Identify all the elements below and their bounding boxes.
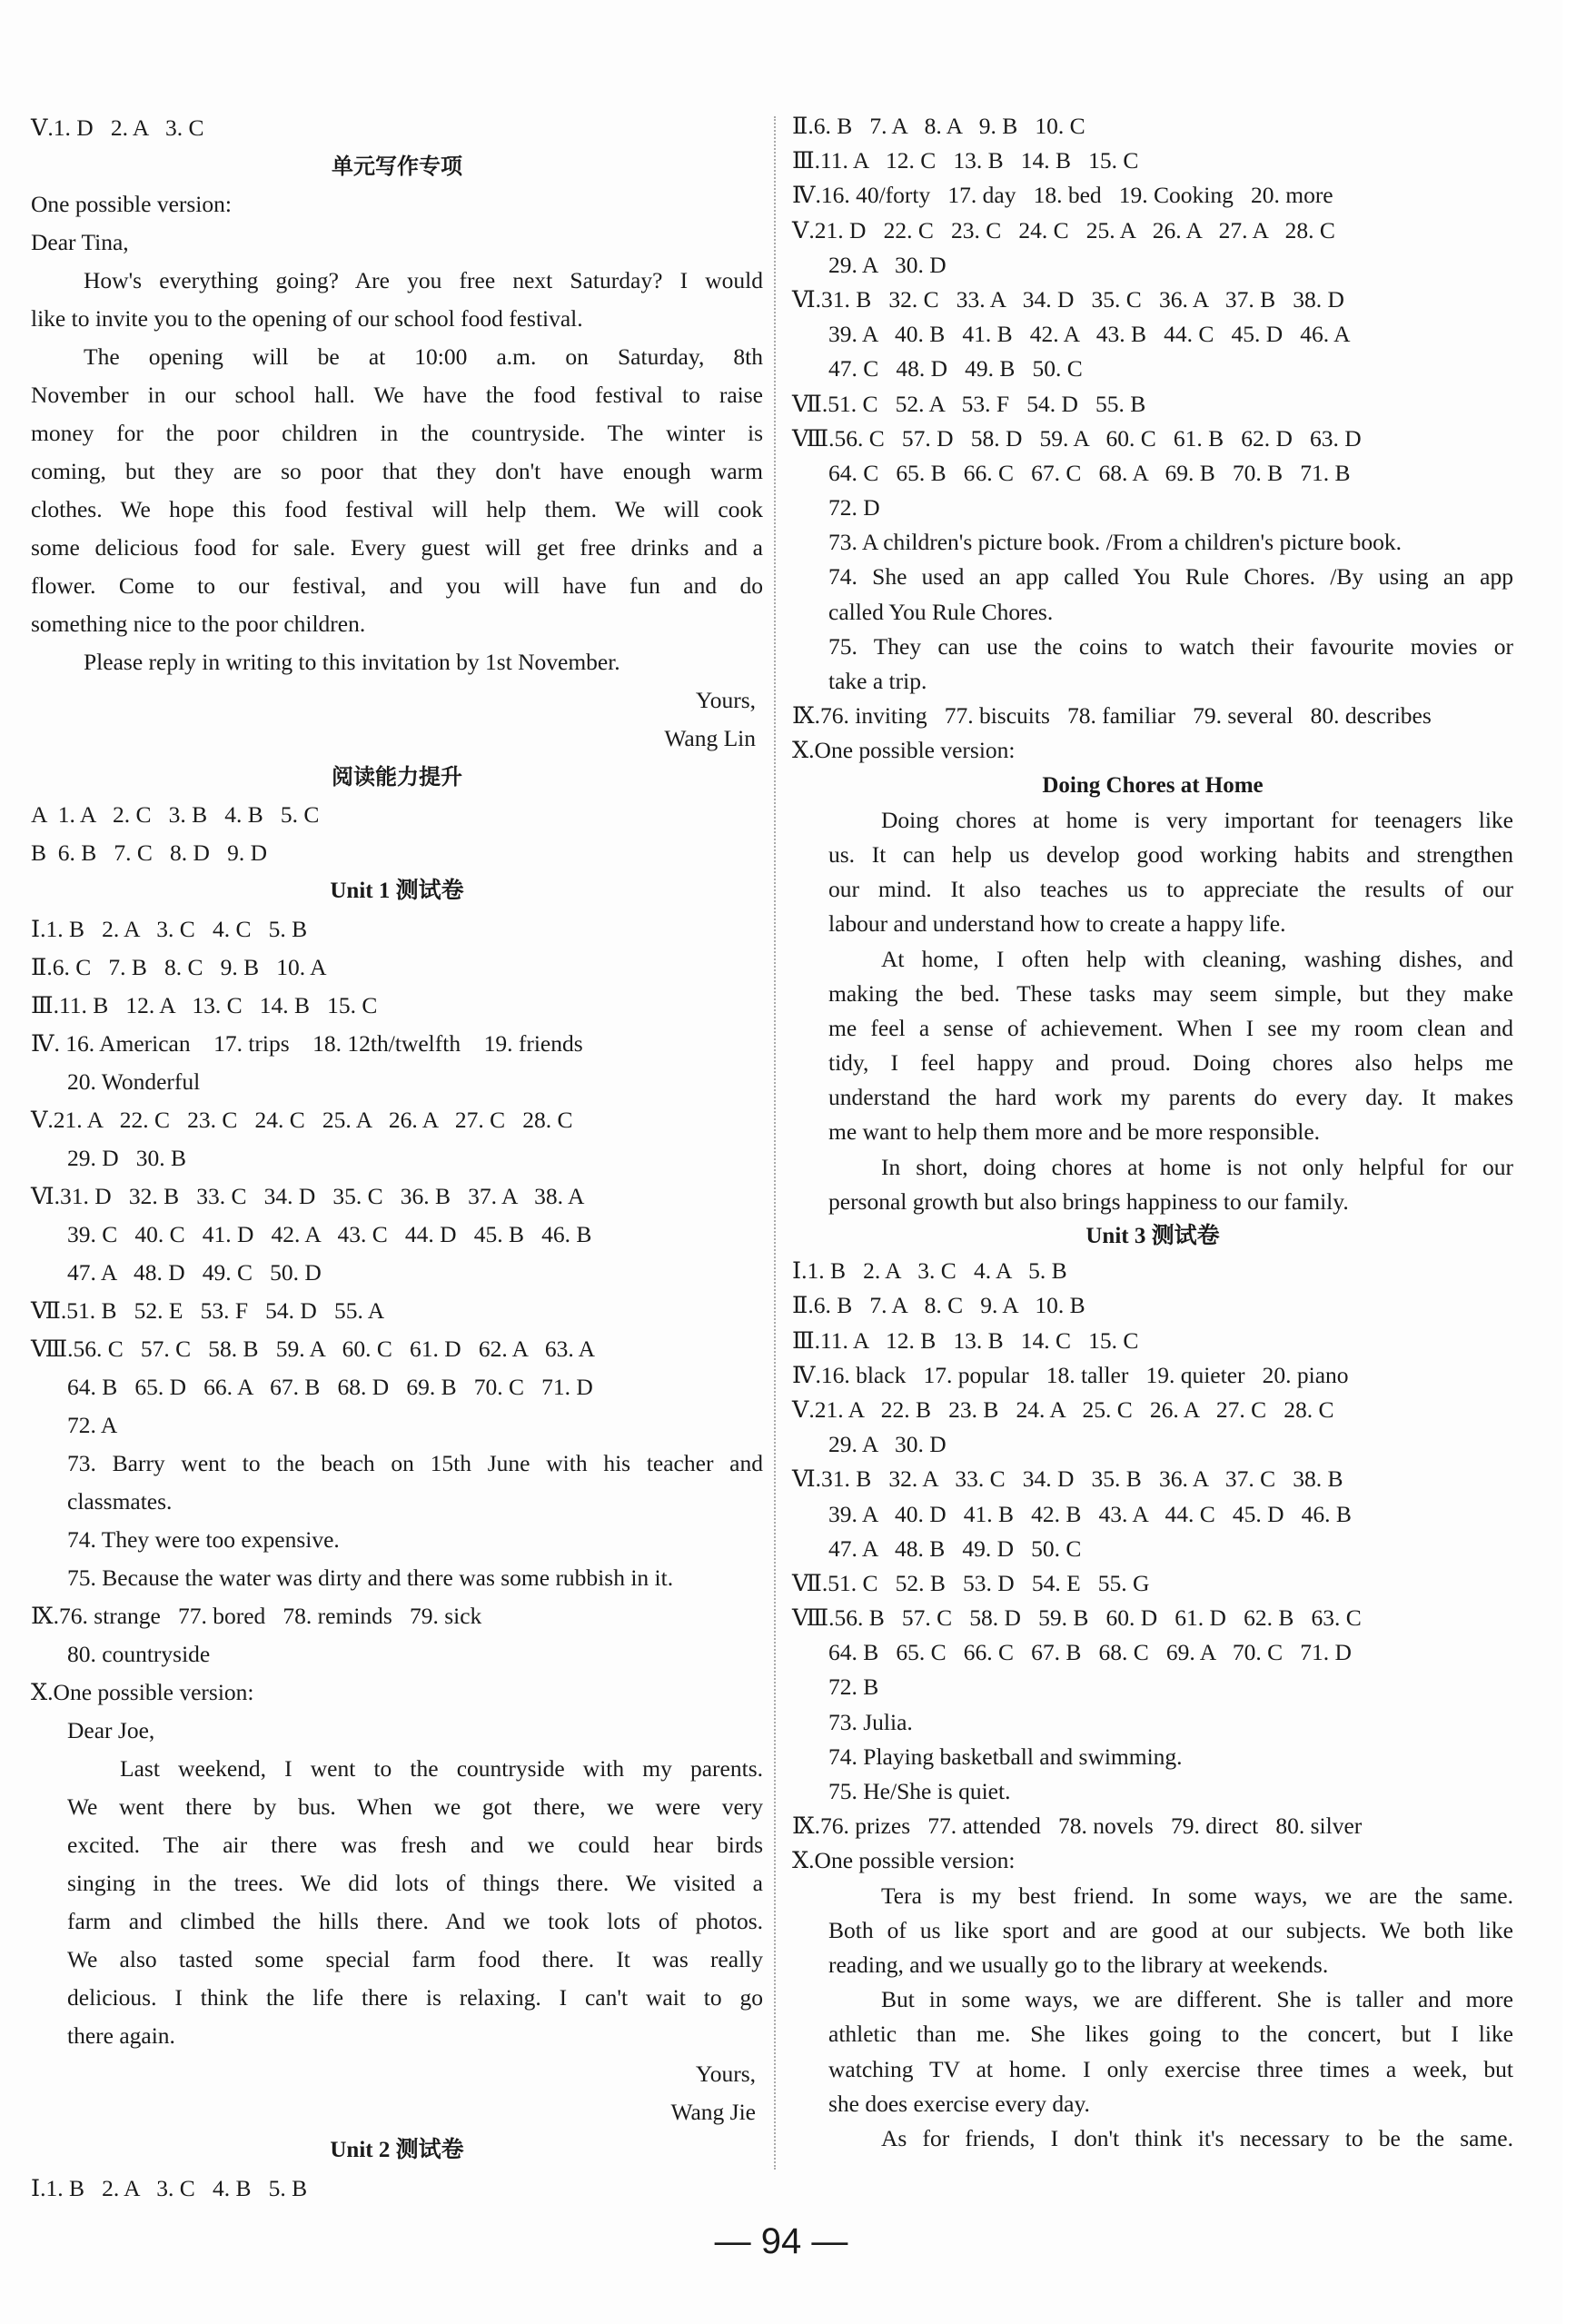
answer-line: me want to help them more and be more responsible. bbox=[828, 1118, 1321, 1146]
line-text: November in our school hall. We have the food festival to raise bbox=[31, 382, 763, 408]
paragraph-line bbox=[792, 1046, 1513, 1080]
line-text: But in some ways, we are different. She is taller and more bbox=[881, 1986, 1513, 2013]
answer-line: Ⅴ.21. D 22. C 23. C 24. C 25. A 26. A 27. A 28. C bbox=[792, 216, 1335, 243]
column-divider bbox=[774, 116, 776, 2170]
answer-line: Ⅰ.1. B 2. A 3. C 4. B 5. B bbox=[31, 2175, 308, 2201]
paragraph-line bbox=[31, 376, 763, 414]
line-text: Tera is my best friend. In some ways, we are the same. bbox=[881, 1882, 1513, 1909]
answer-line: Ⅸ.76. strange 77. bored 78. reminds 79. sick bbox=[31, 1603, 482, 1629]
paragraph-line bbox=[31, 529, 763, 567]
answer-line: 64. C 65. B 66. C 67. C 68. A 69. B 70. B 71. B bbox=[828, 459, 1351, 486]
answer-line: reading, and we usually go to the library at weekends. bbox=[828, 1951, 1329, 1978]
line-text: making the bed. These tasks may seem simple, but they make bbox=[828, 979, 1513, 1007]
paragraph-line bbox=[31, 338, 763, 376]
answer-line: Ⅳ.16. black 17. popular 18. taller 19. quieter 20. piano bbox=[792, 1361, 1349, 1388]
line-text: coming, but they are so poor that they don't have enough warm bbox=[31, 458, 763, 484]
answer-line: there again. bbox=[67, 2022, 175, 2049]
answer-line: personal growth but also brings happiness to our family. bbox=[828, 1187, 1349, 1215]
answer-line: 80. countryside bbox=[67, 1641, 211, 1667]
answer-line: A 1. A 2. C 3. B 4. B 5. C bbox=[31, 801, 320, 828]
answer-line: Ⅴ.1. D 2. A 3. C bbox=[31, 114, 204, 141]
answer-line: Ⅱ.6. C 7. B 8. C 9. B 10. A bbox=[31, 954, 327, 980]
answer-line: Ⅷ.56. C 57. C 58. B 59. A 60. C 61. D 62. A 63. A bbox=[31, 1336, 596, 1362]
answer-line: Ⅶ.51. C 52. B 53. D 54. E 55. G bbox=[792, 1569, 1150, 1596]
paragraph-line bbox=[792, 838, 1513, 872]
answer-line: 75. He/She is quiet. bbox=[828, 1778, 1011, 1804]
line-text: me feel a sense of achievement. When I see my room clean and bbox=[828, 1014, 1513, 1041]
answer-line: Ⅱ.6. B 7. A 8. C 9. A 10. B bbox=[792, 1292, 1085, 1319]
line-text: some delicious food for sale. Every guest will get free drinks and a bbox=[31, 534, 763, 561]
answer-line: 39. C 40. C 41. D 42. A 43. C 44. D 45. B 46. B bbox=[67, 1221, 592, 1247]
line-text: Last weekend, I went to the countryside with my parents. bbox=[120, 1755, 763, 1782]
text-line: like to invite you to the opening of our school food festival. bbox=[31, 305, 583, 332]
line-text: 73. Barry went to the beach on 15th June with his teacher and bbox=[67, 1450, 763, 1476]
line-text: We also tasted some special farm food there. It was really bbox=[67, 1946, 763, 1972]
section-heading: Unit 2 测试卷 bbox=[330, 2138, 464, 2162]
line-text: singing in the trees. We did lots of things there. We visited a bbox=[67, 1870, 763, 1896]
answer-line: 74. Playing basketball and swimming. bbox=[828, 1743, 1183, 1770]
section-heading: 阅读能力提升 bbox=[332, 764, 462, 790]
answer-line: Ⅲ.11. A 12. C 13. B 14. B 15. C bbox=[792, 147, 1139, 174]
paragraph-line bbox=[31, 491, 763, 529]
answer-line: 73. A children's picture book. /From a children's picture book. bbox=[828, 529, 1402, 556]
answer-line: labour and understand how to create a happy life. bbox=[828, 910, 1286, 938]
signature-line: Wang Jie bbox=[670, 2099, 756, 2125]
paragraph-line bbox=[31, 452, 763, 491]
text-line: Dear Tina, bbox=[31, 229, 129, 255]
line-text: money for the poor children in the countryside. The winter is bbox=[31, 420, 763, 446]
answer-line: Ⅱ.6. B 7. A 8. A 9. B 10. C bbox=[792, 113, 1085, 139]
answer-line: Ⅹ.One possible version: bbox=[792, 1847, 1016, 1874]
signature-line: Yours, bbox=[695, 2061, 756, 2087]
answer-line: Dear Joe, bbox=[67, 1717, 155, 1743]
line-text: As for friends, I don't think it's necessary to be the same. bbox=[881, 2124, 1513, 2151]
answer-line: Ⅴ.21. A 22. C 23. C 24. C 25. A 26. A 27. C 28. C bbox=[31, 1107, 573, 1133]
line-text: We went there by bus. When we got there, we were very bbox=[67, 1793, 763, 1820]
answer-line: Ⅵ.31. B 32. A 33. C 34. D 35. B 36. A 37. C 38. B bbox=[792, 1465, 1343, 1493]
answer-line: Ⅷ.56. B 57. C 58. D 59. B 60. D 61. D 62. B 63. C bbox=[792, 1604, 1362, 1632]
line-text: watching TV at home. I only exercise three times a week, but bbox=[828, 2055, 1513, 2082]
paragraph-line bbox=[792, 1080, 1513, 1115]
answer-line: Ⅳ.16. 40/forty 17. day 18. bed 19. Cooking 20. more bbox=[792, 182, 1333, 209]
signature-line: Wang Lin bbox=[664, 725, 756, 751]
line-text: delicious. I think the life there is relaxing. I can't wait to go bbox=[67, 1984, 763, 2011]
line-text: flower. Come to our festival, and you will have fun and do bbox=[31, 572, 763, 599]
line-text: understand the hard work my parents do every day. It makes bbox=[828, 1084, 1513, 1111]
left-column bbox=[31, 109, 763, 2208]
paragraph-line bbox=[31, 1750, 763, 1788]
answer-line: called You Rule Chores. bbox=[828, 598, 1054, 625]
answer-line: Ⅲ.11. A 12. B 13. B 14. C 15. C bbox=[792, 1326, 1139, 1354]
answer-line: Ⅵ.31. B 32. C 33. A 34. D 35. C 36. A 37. B 38. D bbox=[792, 285, 1344, 313]
paragraph-line bbox=[31, 1788, 763, 1826]
line-text: 75. They can use the coins to watch their favourite movies or bbox=[828, 632, 1513, 660]
answer-line: 47. A 48. D 49. C 50. D bbox=[67, 1259, 322, 1286]
section-heading: Unit 1 测试卷 bbox=[330, 879, 464, 903]
answer-line: Ⅵ.31. D 32. B 33. C 34. D 35. C 36. B 37. A 38. A bbox=[31, 1183, 585, 1209]
answer-line: 29. A 30. D bbox=[828, 251, 947, 278]
paragraph-line bbox=[792, 977, 1513, 1011]
line-text: How's everything going? Are you free next Saturday? I would bbox=[84, 267, 763, 293]
line-text: us. It can help us develop good working habits and strengthen bbox=[828, 840, 1513, 868]
paragraph-line bbox=[792, 1982, 1513, 2017]
line-text: The opening will be at 10:00 a.m. on Saturday, 8th bbox=[84, 343, 763, 370]
answer-line: she does exercise every day. bbox=[828, 2090, 1090, 2117]
line-text: excited. The air there was fresh and we could hear birds bbox=[67, 1832, 763, 1858]
answer-line: 29. A 30. D bbox=[828, 1431, 947, 1458]
answer-line: take a trip. bbox=[828, 668, 927, 694]
line-text: 74. She used an app called You Rule Chores. /By using an app bbox=[828, 563, 1513, 591]
answer-line: 64. B 65. D 66. A 67. B 68. D 69. B 70. C 71. D bbox=[67, 1374, 593, 1400]
answer-line: 72. B bbox=[828, 1673, 879, 1701]
right-column bbox=[792, 109, 1513, 2156]
paragraph-line: Please reply in writing to this invitation by 1st November. bbox=[84, 649, 620, 675]
line-text: In short, doing chores at home is not only helpful for our bbox=[881, 1153, 1513, 1180]
answer-line: 39. A 40. D 41. B 42. B 43. A 44. C 45. D 46. B bbox=[828, 1500, 1352, 1527]
answer-line: Ⅶ.51. C 52. A 53. F 54. D 55. B bbox=[792, 390, 1146, 417]
paragraph-line bbox=[31, 414, 763, 452]
answer-line: Ⅶ.51. B 52. E 53. F 54. D 55. A bbox=[31, 1297, 385, 1324]
line-text: tidy, I feel happy and proud. Doing chores also helps me bbox=[828, 1049, 1513, 1077]
answer-line: 74. They were too expensive. bbox=[67, 1526, 340, 1553]
answer-line: Ⅷ.56. C 57. D 58. D 59. A 60. C 61. B 62. D 63. D bbox=[792, 424, 1362, 452]
answer-line: 64. B 65. C 66. C 67. B 68. C 69. A 70. C 71. D bbox=[828, 1639, 1352, 1666]
answer-line: Ⅰ.1. B 2. A 3. C 4. A 5. B bbox=[792, 1257, 1067, 1285]
line-text: our mind. It also teaches us to appreciate the results of our bbox=[828, 876, 1513, 903]
text-line: One possible version: bbox=[31, 191, 232, 217]
answer-line: 47. C 48. D 49. B 50. C bbox=[828, 355, 1083, 382]
answer-line: 75. Because the water was dirty and there was some rubbish in it. bbox=[67, 1564, 674, 1591]
line-text: Doing chores at home is very important for teenagers like bbox=[881, 806, 1513, 833]
paragraph-line bbox=[31, 262, 763, 300]
paragraph-line bbox=[792, 630, 1513, 664]
paragraph-line bbox=[792, 2052, 1513, 2087]
paragraph-line bbox=[31, 1826, 763, 1864]
answer-line: B 6. B 7. C 8. D 9. D bbox=[31, 839, 267, 866]
answer-line: 72. D bbox=[828, 494, 880, 521]
answer-line: Ⅹ.One possible version: bbox=[31, 1679, 254, 1705]
line-text: athletic than me. She likes going to the concert, but I like bbox=[828, 2021, 1513, 2048]
paragraph-line bbox=[31, 1864, 763, 1902]
line-text: clothes. We hope this food festival will help them. We will cook bbox=[31, 496, 763, 522]
answer-line: 72. A bbox=[67, 1412, 118, 1438]
paragraph-line bbox=[792, 803, 1513, 838]
line-text: Both of us like sport and are good at our subjects. We both like bbox=[828, 1916, 1513, 1943]
paragraph-line bbox=[792, 1913, 1513, 1948]
section-heading: Unit 3 测试卷 bbox=[1085, 1224, 1220, 1248]
text-line: something nice to the poor children. bbox=[31, 611, 366, 637]
answer-line: classmates. bbox=[67, 1488, 173, 1515]
answer-line: Ⅹ.One possible version: bbox=[792, 737, 1016, 764]
paragraph-line bbox=[792, 1011, 1513, 1046]
answer-line: Ⅰ.1. B 2. A 3. C 4. C 5. B bbox=[31, 916, 308, 942]
paragraph-line bbox=[31, 567, 763, 605]
answer-line: Ⅳ. 16. American 17. trips 18. 12th/twelfth 19. friends bbox=[31, 1030, 583, 1057]
page-number: — 94 — bbox=[714, 2221, 848, 2261]
paragraph-line bbox=[792, 1879, 1513, 1913]
paragraph-line bbox=[792, 560, 1513, 594]
answer-line: Ⅴ.21. A 22. B 23. B 24. A 25. C 26. A 27. C 28. C bbox=[792, 1395, 1334, 1423]
answer-line: 29. D 30. B bbox=[67, 1145, 187, 1171]
answer-line: 47. A 48. B 49. D 50. C bbox=[828, 1534, 1082, 1562]
line-text: At home, I often help with cleaning, washing dishes, and bbox=[881, 945, 1513, 972]
paragraph-line bbox=[792, 2017, 1513, 2051]
paragraph-line bbox=[31, 1902, 763, 1941]
answer-line: 39. A 40. B 41. B 42. A 43. B 44. C 45. D 46. A bbox=[828, 321, 1351, 348]
signature-line: Yours, bbox=[695, 687, 756, 713]
paragraph-line bbox=[31, 1979, 763, 2017]
paragraph-line bbox=[31, 1445, 763, 1483]
paragraph-line bbox=[792, 1150, 1513, 1185]
answer-line: Ⅸ.76. prizes 77. attended 78. novels 79. direct 80. silver bbox=[792, 1813, 1363, 1840]
paragraph-line bbox=[792, 942, 1513, 977]
answer-line: Ⅲ.11. B 12. A 13. C 14. B 15. C bbox=[31, 992, 378, 1018]
paragraph-line bbox=[31, 1941, 763, 1979]
section-heading: Doing Chores at Home bbox=[1042, 772, 1264, 798]
section-heading: 单元写作专项 bbox=[332, 154, 462, 179]
paragraph-line bbox=[792, 2121, 1513, 2156]
line-text: farm and climbed the hills there. And we took lots of photos. bbox=[67, 1908, 763, 1934]
answer-line: Ⅸ.76. inviting 77. biscuits 78. familiar 79. several 80. describes bbox=[792, 702, 1432, 730]
paragraph-line bbox=[792, 872, 1513, 907]
answer-line: 73. Julia. bbox=[828, 1708, 913, 1735]
answer-line: 20. Wonderful bbox=[67, 1068, 201, 1095]
